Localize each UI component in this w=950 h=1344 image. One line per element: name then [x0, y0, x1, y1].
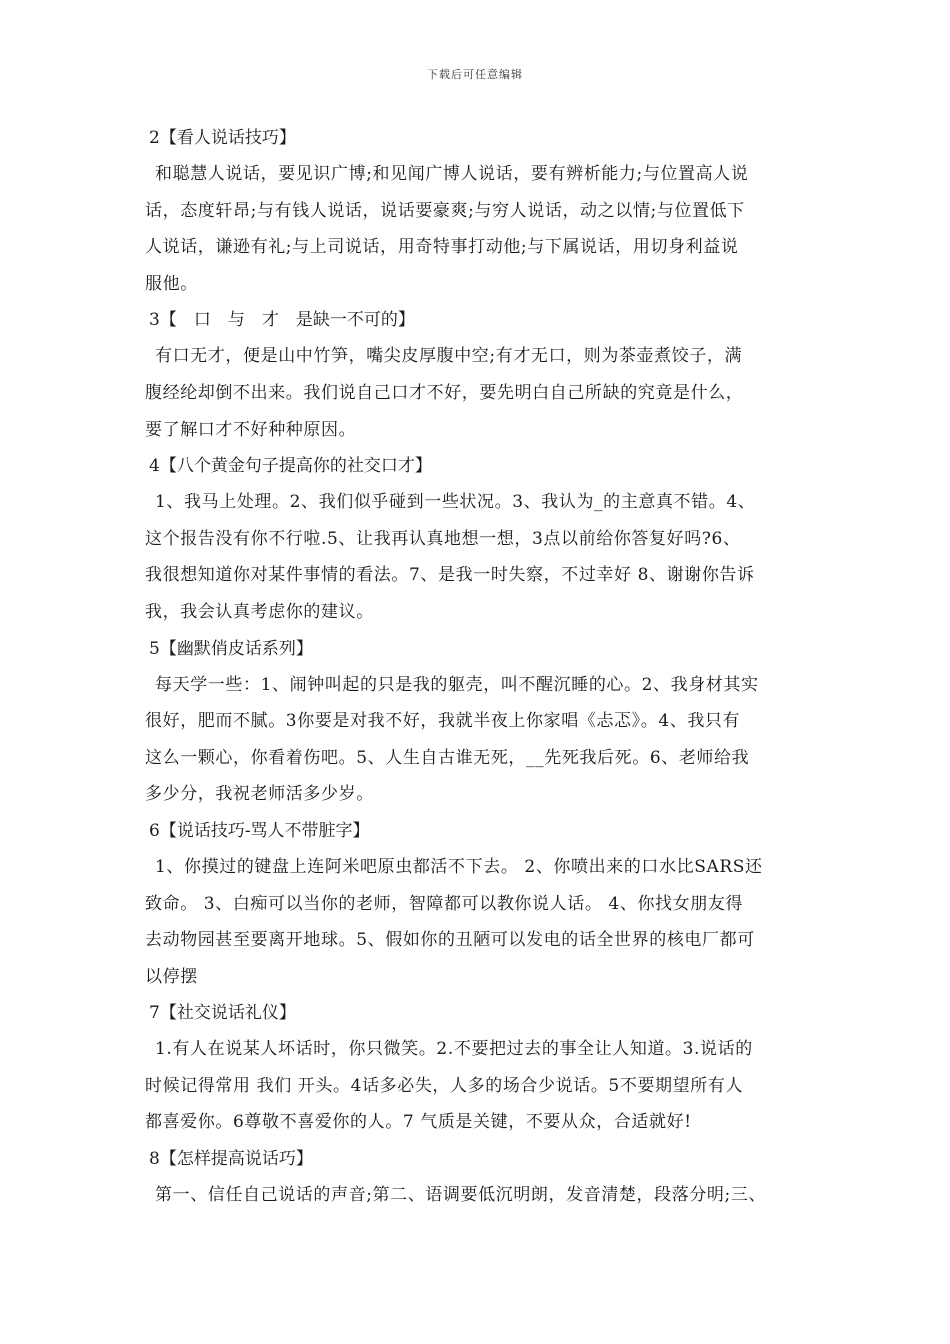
paragraph-line: 每天学一些：1、闹钟叫起的只是我的躯壳，叫不醒沉睡的心。2、我身材其实	[155, 674, 759, 695]
paragraph-line: 我很想知道你对某件事情的看法。7、是我一时失察，不过幸好 8、谢谢你告诉	[145, 565, 755, 586]
paragraph-line: 腹经纶却倒不出来。我们说自己口才不好，要先明白自己所缺的究竟是什么，	[145, 382, 744, 403]
paragraph-line: 第一、信任自己说话的声音;第二、语调要低沉明朗，发音清楚，段落分明;三、	[155, 1185, 767, 1206]
section	[145, 631, 820, 813]
paragraph-line: 1、你摸过的键盘上连阿米吧原虫都活不下去。 2、你喷出来的口水比SARS还	[155, 856, 763, 877]
paragraph-line: 服他。	[145, 273, 198, 294]
paragraph-line: 时候记得常用 我们 开头。4话多必失，人多的场合少说话。5不要期望所有人	[145, 1075, 744, 1096]
paragraph-line: 这么一颗心，你看着伤吧。5、人生自古谁无死，__先死我后死。6、老师给我	[145, 747, 750, 768]
section	[145, 813, 820, 995]
section-heading: 3【 口 与 才 是缺一不可的】	[149, 310, 415, 331]
paragraph-line: 1.有人在说某人坏话时，你只微笑。2.不要把过去的事全让人知道。3.说话的	[155, 1039, 753, 1060]
section	[145, 1141, 820, 1214]
paragraph-line: 和聪慧人说话，要见识广博;和见闻广博人说话，要有辨析能力;与位置高人说	[155, 164, 749, 184]
section	[145, 302, 820, 448]
section-heading: 4【八个黄金句子提高你的社交口才】	[149, 456, 432, 477]
paragraph-line: 致命。 3、白痴可以当你的老师，智障都可以教你说人话。 4、你找女朋友得	[145, 893, 744, 914]
document-body	[145, 120, 820, 1214]
section-heading: 6【说话技巧-骂人不带脏字】	[149, 820, 370, 841]
paragraph-line: 1、我马上处理。2、我们似乎碰到一些状况。3、我认为_的主意真不错。4、	[155, 492, 756, 513]
paragraph-line: 都喜爱你。6尊敬不喜爱你的人。7 气质是关键，不要从众，合适就好!	[145, 1112, 692, 1133]
paragraph-line: 这个报告没有你不行啦.5、让我再认真地想一想，3点以前给你答复好吗?6、	[145, 528, 741, 549]
section-heading: 2【看人说话技巧】	[149, 128, 296, 148]
section	[145, 448, 820, 630]
section	[145, 120, 820, 302]
paragraph-line: 我，我会认真考虑你的建议。	[145, 601, 374, 622]
page-header: 下载后可任意编辑	[427, 68, 523, 81]
section-heading: 7【社交说话礼仪】	[149, 1003, 296, 1024]
section-heading: 5【幽默俏皮话系列】	[149, 638, 313, 659]
paragraph-line: 人说话，谦逊有礼;与上司说话，用奇特事打动他;与下属说话，用切身利益说	[145, 237, 739, 258]
paragraph-line: 要了解口才不好种种原因。	[145, 419, 357, 440]
section	[145, 995, 820, 1141]
paragraph-line: 有口无才，便是山中竹笋，嘴尖皮厚腹中空;有才无口，则为茶壶煮饺子，满	[155, 346, 743, 367]
paragraph-line: 多少分，我祝老师活多少岁。	[145, 784, 374, 805]
paragraph-line: 很好，肥而不腻。3你要是对我不好，我就半夜上你家唱《忐忑》。4、我只有	[145, 711, 741, 732]
section-heading: 8【怎样提高说话巧】	[149, 1149, 313, 1170]
paragraph-line: 话，态度轩昂;与有钱人说话，说话要豪爽;与穷人说话，动之以情;与位置低下	[145, 200, 745, 221]
paragraph-line: 以停摆	[145, 966, 198, 987]
paragraph-line: 去动物园甚至要离开地球。5、假如你的丑陋可以发电的话全世界的核电厂都可	[145, 930, 755, 951]
